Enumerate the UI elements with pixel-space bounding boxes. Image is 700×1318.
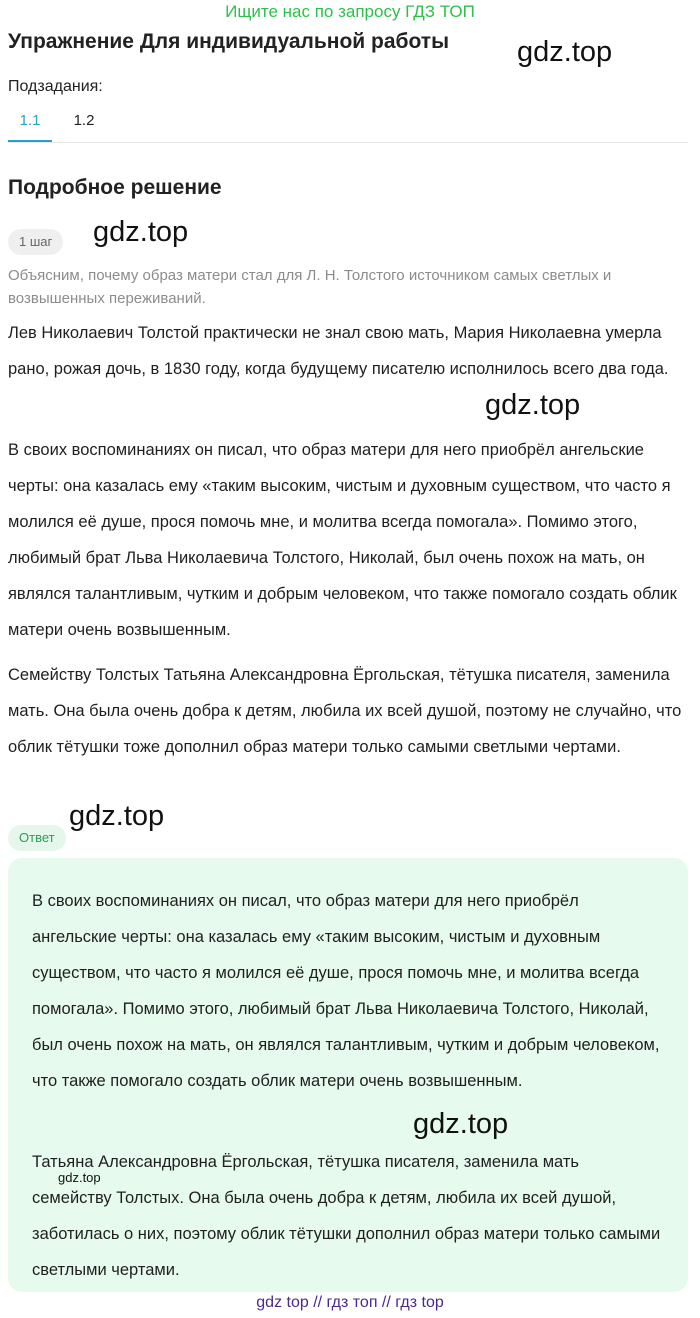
watermark: gdz.top [93, 216, 189, 248]
step-hint: Объясним, почему образ матери стал для Л. Н. Толстого источником самых светлых и возвышенных переживаний. [8, 267, 612, 307]
answer-paragraph: Татьяна Александровна Ёргольская, тётушка писателя, заменила мать семейству Толстых. Она была очень добра к детям, любила их всей душой, заботилась о них, поэтому облик тётушки дополнил образ матери только самыми светлыми чертами. [32, 1153, 661, 1279]
solution-paragraph: В своих воспоминаниях он писал, что образ матери для него приобрёл ангельские черты: она казалась ему «таким высоким, чистым и духовным существом, что часто я молился её душе, прося помочь мне, и молитва всегда помогала». Помимо этого, любимый брат Льва Николаевича Толстого, Николай, был очень похож на мать, он являлся талантливым, чутким и добрым человеком, что также помогало создать облик матери очень возвышенным. [8, 441, 677, 639]
solution-heading: Подробное решение [8, 176, 222, 199]
answer-paragraph: В своих воспоминаниях он писал, что образ матери для него приобрёл ангельские черты: она казалась ему «таким высоким, чистым и духовным существом, что часто я молился её душе, прося помочь мне, и молитва всегда помогала». Помимо этого, любимый брат Льва Николаевича Толстого, Николай, был очень похож на мать, он являлся талантливым, чутким и добрым человеком, что также помогало создать облик матери очень возвышенным. [32, 892, 660, 1090]
watermark: gdz.top [69, 800, 165, 832]
tab-1-1[interactable]: 1.1 [8, 110, 52, 142]
subtasks-label: Подзадания: [8, 78, 103, 95]
solution-paragraph: Семейству Толстых Татьяна Александровна Ёргольская, тётушка писателя, заменила мать. Она была очень добра к детям, любила их всей душой, поэтому не случайно, что облик тётушки тоже дополнил образ матери только самыми светлыми чертами. [8, 666, 682, 756]
page-title: Упражнение Для индивидуальной работы [8, 30, 450, 53]
step-badge: 1 шаг [8, 229, 63, 255]
top-banner: Ищите нас по запросу ГДЗ ТОП [225, 2, 475, 21]
answer-badge: Ответ [8, 825, 66, 851]
watermark: gdz.top [485, 389, 581, 421]
subtask-tabs [8, 110, 688, 143]
footer-links: gdz top // гдз топ // гдз top [256, 1294, 444, 1311]
tab-1-2[interactable]: 1.2 [73, 112, 95, 129]
watermark: gdz.top [413, 1108, 509, 1140]
watermark-small: gdz.top [58, 1170, 101, 1185]
answer-box [8, 858, 688, 1292]
solution-paragraph: Лев Николаевич Толстой практически не знал свою мать, Мария Николаевна умерла рано, рожая дочь, в 1830 году, когда будущему писателю исполнилось всего два года. [8, 324, 669, 378]
watermark: gdz.top [517, 36, 613, 68]
